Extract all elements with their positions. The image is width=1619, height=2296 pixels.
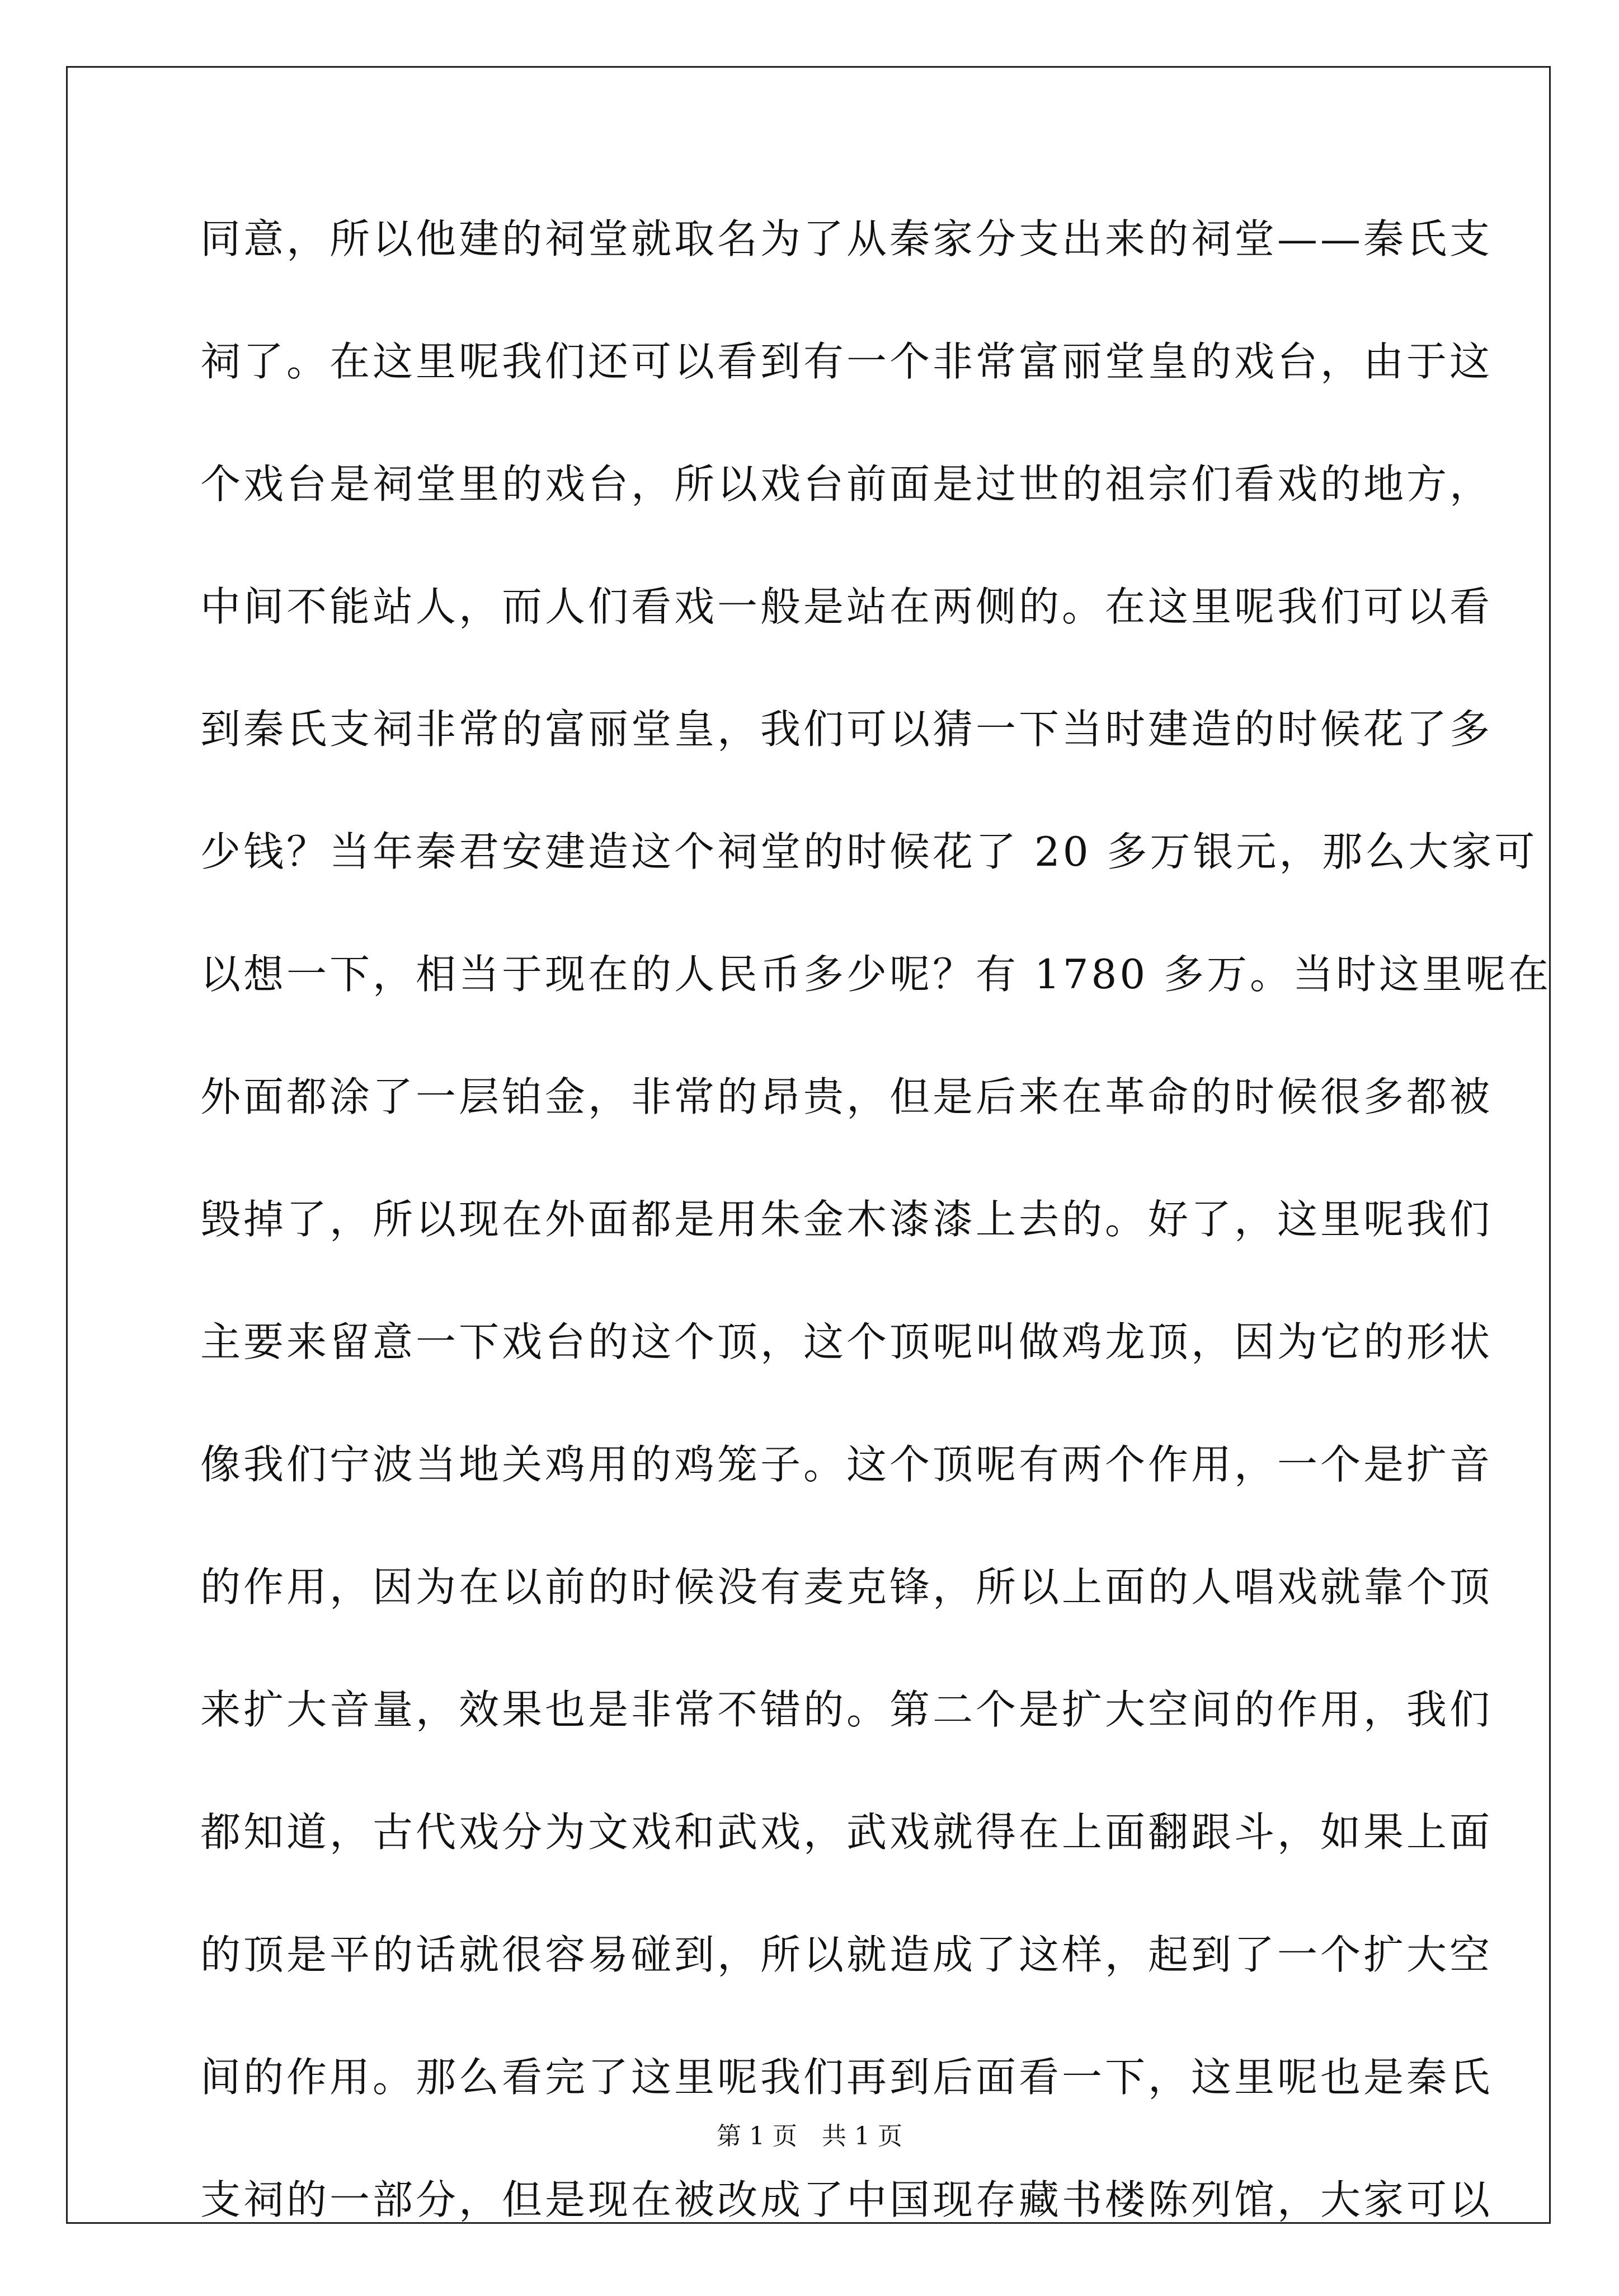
text-line: 毁掉了，所以现在外面都是用朱金木漆漆上去的。好了，这里呢我们 bbox=[200, 1196, 1493, 1243]
text-line: 的顶是平的话就很容易碰到，所以就造成了这样，起到了一个扩大空 bbox=[200, 1931, 1493, 1978]
text-line: 以想一下，相当于现在的人民币多少呢？有 1780 多万。当时这里呢在 bbox=[200, 951, 1552, 998]
text-line: 来扩大音量，效果也是非常不错的。第二个是扩大空间的作用，我们 bbox=[200, 1686, 1493, 1733]
text-line: 同意，所以他建的祠堂就取名为了从秦家分支出来的祠堂——秦氏支 bbox=[200, 215, 1493, 262]
text-line: 到秦氏支祠非常的富丽堂皇，我们可以猜一下当时建造的时候花了多 bbox=[200, 706, 1493, 753]
text-line: 少钱？当年秦君安建造这个祠堂的时候花了 20 多万银元，那么大家可 bbox=[200, 828, 1538, 875]
text-line: 支祠的一部分，但是现在被改成了中国现存藏书楼陈列馆，大家可以 bbox=[200, 2176, 1493, 2223]
text-line: 间的作用。那么看完了这里呢我们再到后面看一下，这里呢也是秦氏 bbox=[200, 2054, 1493, 2101]
text-line: 中间不能站人，而人们看戏一般是站在两侧的。在这里呢我们可以看 bbox=[200, 583, 1493, 630]
text-line: 的作用，因为在以前的时候没有麦克锋，所以上面的人唱戏就靠个顶 bbox=[200, 1563, 1493, 1611]
text-line: 像我们宁波当地关鸡用的鸡笼子。这个顶呢有两个作用，一个是扩音 bbox=[200, 1441, 1493, 1488]
page-number-footer: 第 1 页 共 1 页 bbox=[717, 2122, 902, 2151]
text-line: 都知道，古代戏分为文戏和武戏，武戏就得在上面翻跟斗，如果上面 bbox=[200, 1809, 1493, 1856]
body-text bbox=[200, 213, 1552, 2296]
text-line: 外面都涂了一层铂金，非常的昂贵，但是后来在革命的时候很多都被 bbox=[200, 1073, 1493, 1120]
text-line: 祠了。在这里呢我们还可以看到有一个非常富丽堂皇的戏台，由于这 bbox=[200, 338, 1493, 385]
text-line: 个戏台是祠堂里的戏台，所以戏台前面是过世的祖宗们看戏的地方， bbox=[200, 461, 1493, 508]
text-line: 主要来留意一下戏台的这个顶，这个顶呢叫做鸡龙顶，因为它的形状 bbox=[200, 1318, 1493, 1365]
